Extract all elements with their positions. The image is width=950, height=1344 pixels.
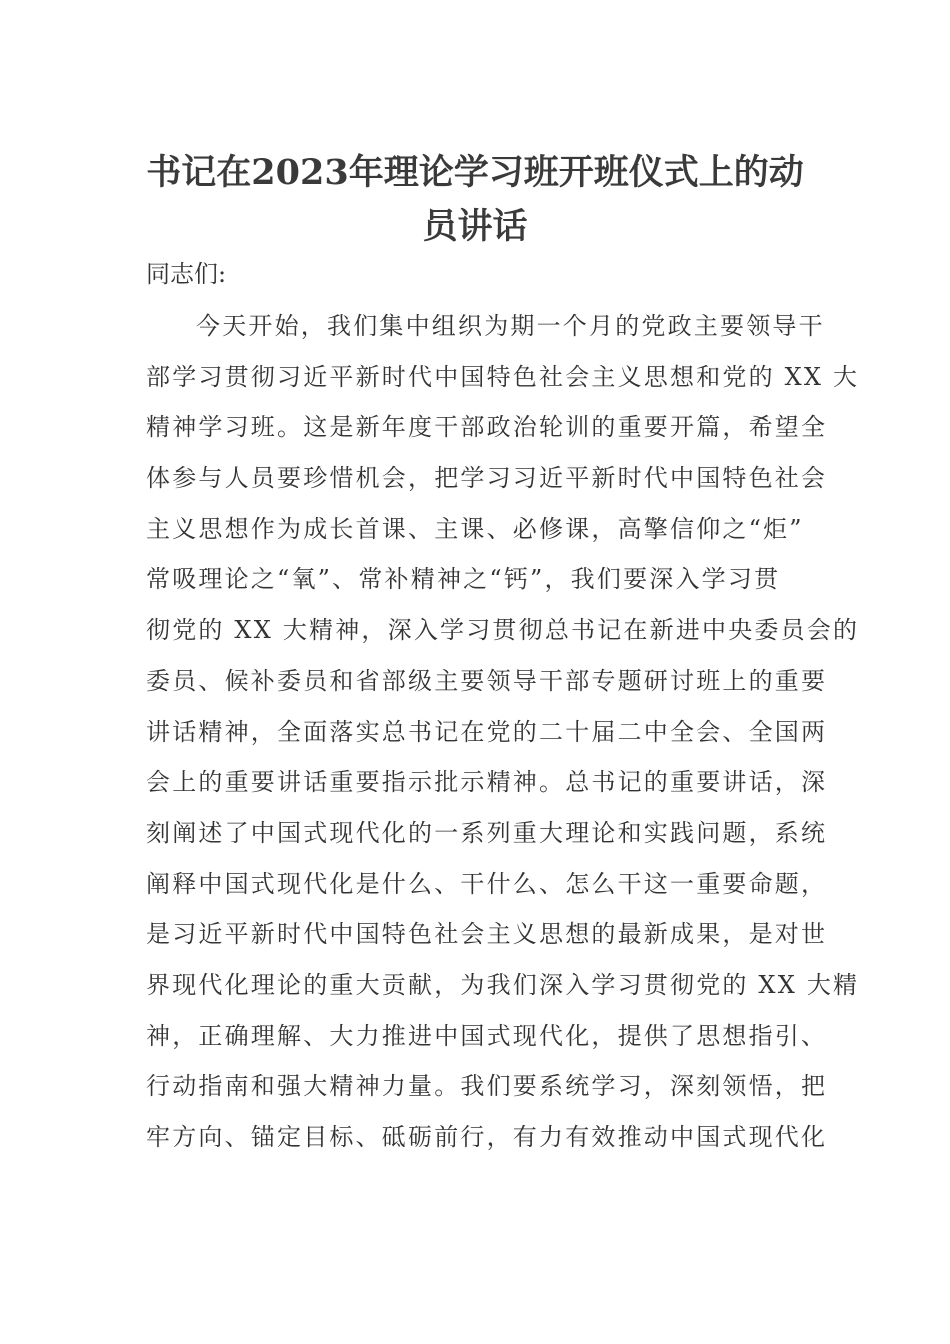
paragraph-line: 体参与人员要珍惜机会，把学习习近平新时代中国特色社会 — [146, 464, 828, 493]
paragraph-line: 会上的重要讲话重要指示批示精神。总书记的重要讲话，深 — [146, 768, 828, 797]
salutation: 同志们: — [146, 260, 227, 288]
paragraph-line: 精神学习班。这是新年度干部政治轮训的重要开篇，希望全 — [146, 413, 828, 442]
document-body — [146, 248, 860, 1163]
paragraph-line: 讲话精神，全面落实总书记在党的二十届二中全会、全国两 — [146, 717, 828, 746]
paragraph-line: 神，正确理解、大力推进中国式现代化，提供了思想指引、 — [146, 1021, 828, 1050]
paragraph-line: 委员、候补委员和省部级主要领导干部专题研讨班上的重要 — [146, 666, 828, 695]
paragraph-line: 刻阐述了中国式现代化的一系列重大理论和实践问题，系统 — [146, 818, 828, 847]
paragraph-line: 行动指南和强大精神力量。我们要系统学习，深刻领悟，把 — [146, 1072, 828, 1101]
paragraph-line: 今天开始，我们集中组织为期一个月的党政主要领导干 — [196, 312, 825, 340]
paragraph-line: 牢方向、锚定目标、砥砺前行，有力有效推动中国式现代化 — [146, 1123, 828, 1151]
paragraph-line: 主义思想作为成长首课、主课、必修课，高擎信仰之“炬” — [146, 514, 804, 543]
paragraph-line: 界现代化理论的重大贡献，为我们深入学习贯彻党的 XX 大精 — [146, 970, 860, 999]
paragraph-line: 是习近平新时代中国特色社会主义思想的最新成果，是对世 — [146, 920, 828, 949]
paragraph-line: 彻党的 XX 大精神，深入学习贯彻总书记在新进中央委员会的 — [146, 616, 860, 645]
paragraph — [146, 301, 860, 1163]
document-title: 书记在2023年理论学习班开班仪式上的动员讲话 — [146, 152, 804, 247]
paragraph-line: 部学习贯彻习近平新时代中国特色社会主义思想和党的 XX 大 — [146, 362, 860, 391]
paragraph-line: 常吸理论之“氧”、常补精神之“钙”，我们要深入学习贯 — [146, 565, 781, 594]
paragraph-line: 阐释中国式现代化是什么、干什么、怎么干这一重要命题， — [146, 869, 828, 898]
